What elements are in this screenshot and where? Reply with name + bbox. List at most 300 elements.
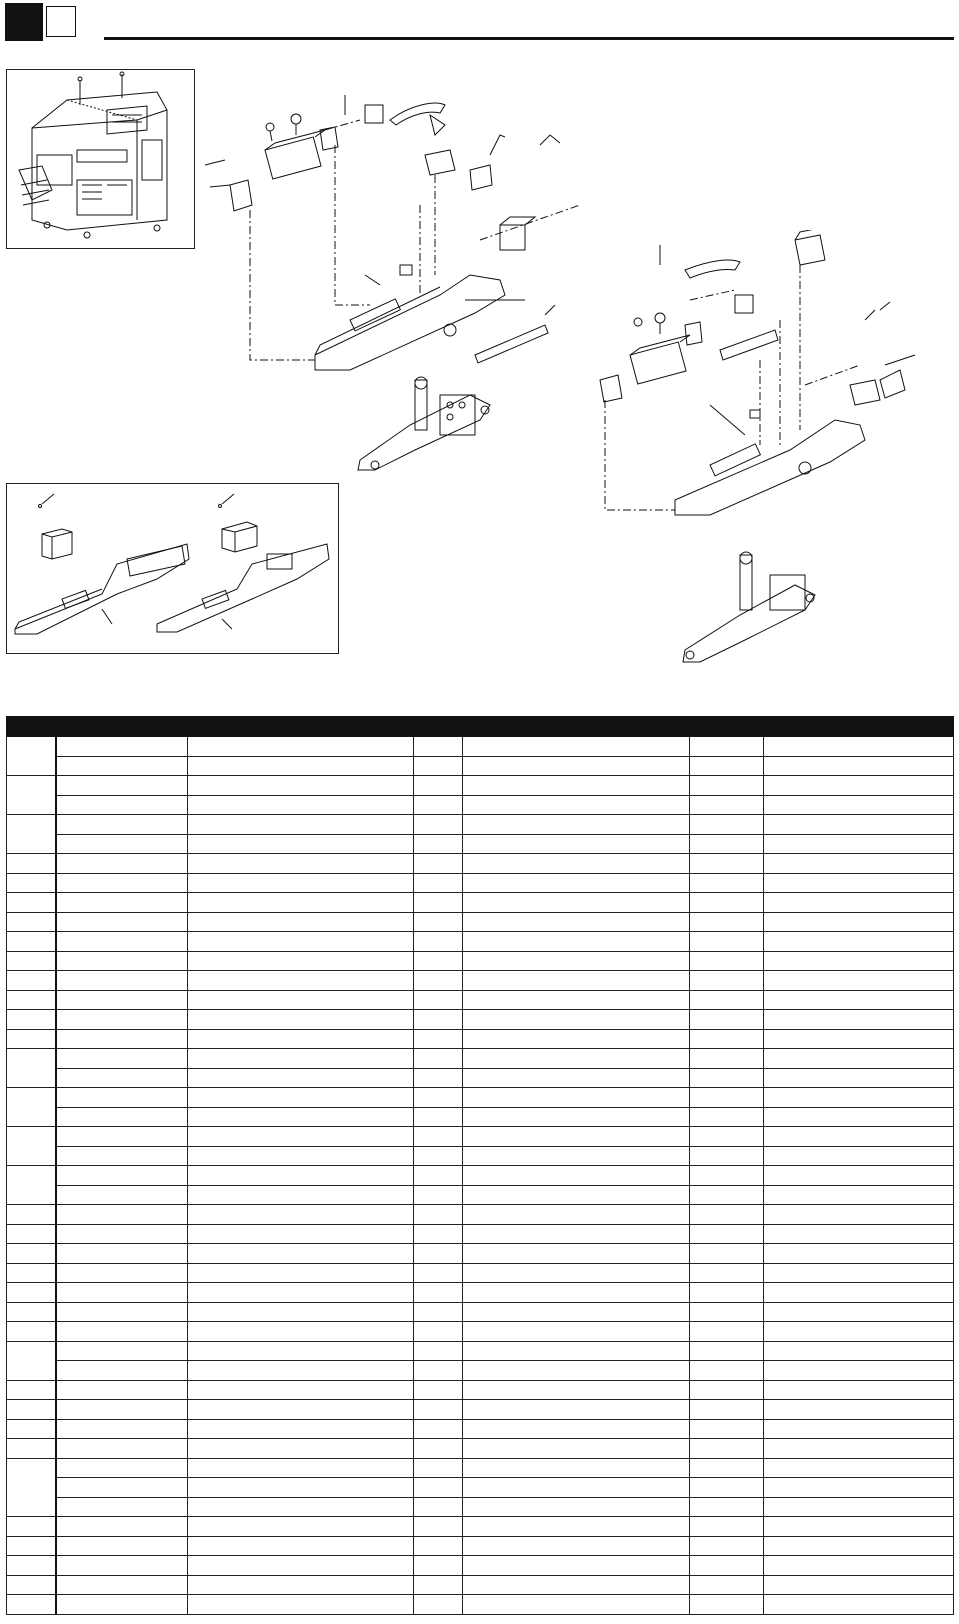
table-cell xyxy=(414,1361,462,1381)
table-cell xyxy=(56,1497,187,1517)
table-cell xyxy=(764,1595,954,1615)
table-cell xyxy=(764,1361,954,1381)
table-cell xyxy=(414,1146,462,1166)
table-cell xyxy=(414,1497,462,1517)
table-cell xyxy=(414,1536,462,1556)
table-row xyxy=(7,1536,954,1556)
table-cell xyxy=(764,1400,954,1420)
table-cell xyxy=(689,1205,763,1225)
table-cell xyxy=(689,1439,763,1459)
table-cell xyxy=(689,1595,763,1615)
table-cell xyxy=(187,1224,414,1244)
table-cell xyxy=(56,1536,187,1556)
table-cell xyxy=(56,815,187,835)
table-row xyxy=(7,1322,954,1342)
table-cell xyxy=(462,873,689,893)
table-cell xyxy=(56,893,187,913)
table-cell xyxy=(764,776,954,796)
table-cell xyxy=(56,1205,187,1225)
table-cell xyxy=(187,1166,414,1186)
table-cell xyxy=(462,1088,689,1108)
table-cell xyxy=(689,1400,763,1420)
table-cell xyxy=(56,951,187,971)
table-cell xyxy=(764,1068,954,1088)
row-index-cell xyxy=(7,1439,57,1459)
table-cell xyxy=(462,912,689,932)
table-cell xyxy=(689,1419,763,1439)
section-tab-black xyxy=(5,3,43,41)
table-cell xyxy=(56,1595,187,1615)
table-cell xyxy=(764,1458,954,1478)
table-cell xyxy=(689,776,763,796)
row-index-cell xyxy=(7,990,57,1010)
table-row xyxy=(7,756,954,776)
table-cell xyxy=(56,1224,187,1244)
table-cell xyxy=(689,1556,763,1576)
table-cell xyxy=(764,1341,954,1361)
table-row xyxy=(7,1400,954,1420)
table-cell xyxy=(462,1478,689,1498)
table-cell xyxy=(764,1146,954,1166)
table-cell xyxy=(462,1497,689,1517)
table-cell xyxy=(56,1283,187,1303)
table-cell xyxy=(689,756,763,776)
table-cell xyxy=(187,1419,414,1439)
table-cell xyxy=(689,1380,763,1400)
table-row xyxy=(7,1497,954,1517)
table-cell xyxy=(414,1166,462,1186)
table-cell xyxy=(187,1205,414,1225)
table-cell xyxy=(187,1536,414,1556)
row-index-cell xyxy=(7,1010,57,1030)
table-cell xyxy=(56,1419,187,1439)
table-cell xyxy=(187,1302,414,1322)
table-cell xyxy=(414,1244,462,1264)
table-cell xyxy=(764,932,954,952)
table-cell xyxy=(462,1263,689,1283)
table-cell xyxy=(414,834,462,854)
table-cell xyxy=(187,932,414,952)
table-cell xyxy=(689,1107,763,1127)
table-cell xyxy=(689,1185,763,1205)
table-cell xyxy=(414,1205,462,1225)
table-cell xyxy=(462,1283,689,1303)
table-row xyxy=(7,1458,954,1478)
row-index-cell xyxy=(7,932,57,952)
table-cell xyxy=(689,1478,763,1498)
col-notes-header xyxy=(764,717,954,737)
table-cell xyxy=(187,1049,414,1069)
table-cell xyxy=(462,1244,689,1264)
table-cell xyxy=(462,737,689,757)
table-cell xyxy=(56,776,187,796)
table-cell xyxy=(187,873,414,893)
row-index-cell xyxy=(7,776,57,815)
table-cell xyxy=(462,1458,689,1478)
table-cell xyxy=(414,951,462,971)
table-cell xyxy=(414,1458,462,1478)
table-cell xyxy=(764,1439,954,1459)
table-cell xyxy=(689,1224,763,1244)
table-cell xyxy=(414,1322,462,1342)
table-cell xyxy=(764,990,954,1010)
table-cell xyxy=(414,1127,462,1147)
table-cell xyxy=(56,1575,187,1595)
row-index-cell xyxy=(7,737,57,776)
table-cell xyxy=(462,1439,689,1459)
table-cell xyxy=(764,854,954,874)
table-row xyxy=(7,737,954,757)
row-index-cell xyxy=(7,1205,57,1225)
table-cell xyxy=(414,1400,462,1420)
table-cell xyxy=(689,1536,763,1556)
table-cell xyxy=(414,1575,462,1595)
table-cell xyxy=(764,1029,954,1049)
table-cell xyxy=(187,756,414,776)
table-cell xyxy=(764,1322,954,1342)
table-cell xyxy=(689,854,763,874)
table-row xyxy=(7,1205,954,1225)
table-row xyxy=(7,1127,954,1147)
table-row xyxy=(7,912,954,932)
table-cell xyxy=(689,1146,763,1166)
table-cell xyxy=(187,1127,414,1147)
table-cell xyxy=(462,1166,689,1186)
table-cell xyxy=(56,1458,187,1478)
table-cell xyxy=(689,795,763,815)
table-cell xyxy=(462,1302,689,1322)
table-row xyxy=(7,1166,954,1186)
table-cell xyxy=(187,1556,414,1576)
table-cell xyxy=(414,1283,462,1303)
table-cell xyxy=(187,1361,414,1381)
row-index-cell xyxy=(7,1224,57,1244)
table-cell xyxy=(187,1400,414,1420)
table-cell xyxy=(462,1205,689,1225)
table-cell xyxy=(56,1146,187,1166)
table-cell xyxy=(56,1517,187,1537)
table-cell xyxy=(187,795,414,815)
row-index-cell xyxy=(7,1517,57,1537)
table-cell xyxy=(462,1575,689,1595)
table-cell xyxy=(689,971,763,991)
table-cell xyxy=(462,1185,689,1205)
table-cell xyxy=(187,1185,414,1205)
table-cell xyxy=(462,932,689,952)
table-cell xyxy=(764,912,954,932)
table-cell xyxy=(689,1302,763,1322)
table-cell xyxy=(689,1166,763,1186)
row-index-cell xyxy=(7,951,57,971)
table-cell xyxy=(764,1107,954,1127)
table-cell xyxy=(414,776,462,796)
table-cell xyxy=(689,1010,763,1030)
row-index-cell xyxy=(7,1536,57,1556)
table-cell xyxy=(187,1517,414,1537)
table-cell xyxy=(689,834,763,854)
table-cell xyxy=(56,1263,187,1283)
table-cell xyxy=(764,1224,954,1244)
table-cell xyxy=(414,990,462,1010)
table-cell xyxy=(689,737,763,757)
table-cell xyxy=(414,795,462,815)
table-row xyxy=(7,834,954,854)
table-cell xyxy=(462,1322,689,1342)
table-cell xyxy=(56,1322,187,1342)
table-header-row xyxy=(7,717,954,737)
table-cell xyxy=(187,1595,414,1615)
table-cell xyxy=(462,893,689,913)
table-cell xyxy=(56,990,187,1010)
table-cell xyxy=(764,1088,954,1108)
table-cell xyxy=(187,1341,414,1361)
machine-overview-illustration xyxy=(6,69,195,249)
table-cell xyxy=(462,1010,689,1030)
exploded-view-left xyxy=(200,75,590,480)
table-cell xyxy=(462,756,689,776)
row-index-cell xyxy=(7,1419,57,1439)
frame-variants-inset xyxy=(6,483,339,654)
table-row xyxy=(7,1107,954,1127)
table-cell xyxy=(462,990,689,1010)
table-cell xyxy=(689,1244,763,1264)
table-cell xyxy=(187,776,414,796)
table-cell xyxy=(187,1478,414,1498)
table-cell xyxy=(414,1224,462,1244)
table-cell xyxy=(414,1341,462,1361)
row-index-cell xyxy=(7,815,57,854)
table-cell xyxy=(187,990,414,1010)
table-row xyxy=(7,1283,954,1303)
table-cell xyxy=(764,1263,954,1283)
table-cell xyxy=(56,1341,187,1361)
table-cell xyxy=(689,893,763,913)
table-cell xyxy=(56,834,187,854)
table-cell xyxy=(414,912,462,932)
table-cell xyxy=(414,1049,462,1069)
table-cell xyxy=(414,1010,462,1030)
table-row xyxy=(7,971,954,991)
table-cell xyxy=(689,1322,763,1342)
table-cell xyxy=(56,971,187,991)
table-cell xyxy=(764,1166,954,1186)
table-cell xyxy=(187,1322,414,1342)
table-cell xyxy=(414,1029,462,1049)
row-index-cell xyxy=(7,1400,57,1420)
table-row xyxy=(7,1556,954,1576)
table-row xyxy=(7,1439,954,1459)
table-cell xyxy=(689,1517,763,1537)
table-row xyxy=(7,1146,954,1166)
table-row xyxy=(7,990,954,1010)
table-cell xyxy=(462,951,689,971)
table-cell xyxy=(414,1419,462,1439)
col-code-header xyxy=(689,717,763,737)
table-row xyxy=(7,1185,954,1205)
table-cell xyxy=(764,1205,954,1225)
table-cell xyxy=(187,1029,414,1049)
table-cell xyxy=(187,854,414,874)
table-cell xyxy=(414,756,462,776)
table-cell xyxy=(414,737,462,757)
table-cell xyxy=(187,1010,414,1030)
table-cell xyxy=(764,873,954,893)
table-cell xyxy=(56,1166,187,1186)
table-row xyxy=(7,1575,954,1595)
table-row xyxy=(7,1302,954,1322)
table-row xyxy=(7,893,954,913)
table-cell xyxy=(462,776,689,796)
table-cell xyxy=(56,737,187,757)
table-cell xyxy=(764,1127,954,1147)
table-cell xyxy=(462,1049,689,1069)
table-cell xyxy=(56,1029,187,1049)
table-cell xyxy=(764,1536,954,1556)
table-cell xyxy=(414,815,462,835)
table-cell xyxy=(56,912,187,932)
table-cell xyxy=(764,756,954,776)
table-cell xyxy=(689,951,763,971)
table-cell xyxy=(56,1068,187,1088)
table-row xyxy=(7,1029,954,1049)
table-row xyxy=(7,1068,954,1088)
table-cell xyxy=(414,1185,462,1205)
table-cell xyxy=(414,1088,462,1108)
table-cell xyxy=(187,1380,414,1400)
table-cell xyxy=(689,990,763,1010)
section-tab-box xyxy=(46,6,76,37)
row-index-cell xyxy=(7,873,57,893)
row-index-cell xyxy=(7,1283,57,1303)
col-remarks-header xyxy=(462,717,689,737)
table-cell xyxy=(764,1575,954,1595)
row-index-cell xyxy=(7,854,57,874)
row-index-cell xyxy=(7,1556,57,1576)
table-cell xyxy=(187,737,414,757)
row-index-cell xyxy=(7,1263,57,1283)
table-cell xyxy=(187,815,414,835)
table-cell xyxy=(414,1517,462,1537)
table-cell xyxy=(764,1517,954,1537)
table-cell xyxy=(414,1107,462,1127)
table-row xyxy=(7,1341,954,1361)
table-cell xyxy=(764,971,954,991)
table-row xyxy=(7,1244,954,1264)
row-index-cell xyxy=(7,1166,57,1205)
table-cell xyxy=(764,1010,954,1030)
exploded-view-right xyxy=(560,230,955,690)
row-index-cell xyxy=(7,1127,57,1166)
table-cell xyxy=(689,1283,763,1303)
table-cell xyxy=(56,932,187,952)
table-cell xyxy=(689,1497,763,1517)
table-cell xyxy=(56,1049,187,1069)
table-cell xyxy=(56,1185,187,1205)
table-row xyxy=(7,1263,954,1283)
table-cell xyxy=(462,1029,689,1049)
table-cell xyxy=(414,1068,462,1088)
table-cell xyxy=(764,1049,954,1069)
table-cell xyxy=(689,1361,763,1381)
table-cell xyxy=(764,1244,954,1264)
table-cell xyxy=(689,1029,763,1049)
table-cell xyxy=(462,1517,689,1537)
row-index-cell xyxy=(7,1302,57,1322)
table-cell xyxy=(187,1575,414,1595)
table-cell xyxy=(689,873,763,893)
table-cell xyxy=(187,912,414,932)
table-cell xyxy=(56,1361,187,1381)
table-cell xyxy=(187,1263,414,1283)
table-cell xyxy=(462,1341,689,1361)
table-row xyxy=(7,1380,954,1400)
table-cell xyxy=(187,893,414,913)
table-row xyxy=(7,854,954,874)
table-cell xyxy=(462,1556,689,1576)
table-cell xyxy=(414,1439,462,1459)
table-cell xyxy=(764,893,954,913)
table-row xyxy=(7,1478,954,1498)
row-index-cell xyxy=(7,971,57,991)
table-cell xyxy=(462,971,689,991)
parts-list-table xyxy=(6,716,954,1615)
table-cell xyxy=(462,1595,689,1615)
row-index-cell xyxy=(7,1458,57,1517)
table-cell xyxy=(187,1458,414,1478)
row-index-cell xyxy=(7,1029,57,1049)
table-cell xyxy=(462,815,689,835)
table-cell xyxy=(764,1556,954,1576)
table-row xyxy=(7,1595,954,1615)
table-cell xyxy=(414,1380,462,1400)
table-cell xyxy=(56,1380,187,1400)
row-index-cell xyxy=(7,1595,57,1615)
table-cell xyxy=(414,932,462,952)
table-cell xyxy=(414,893,462,913)
table-cell xyxy=(764,834,954,854)
table-cell xyxy=(414,971,462,991)
row-index-cell xyxy=(7,1049,57,1088)
table-cell xyxy=(187,1283,414,1303)
row-index-cell xyxy=(7,893,57,913)
table-cell xyxy=(414,1556,462,1576)
parts-table-body xyxy=(7,737,954,1615)
table-cell xyxy=(187,1068,414,1088)
row-index-cell xyxy=(7,1244,57,1264)
table-cell xyxy=(187,971,414,991)
table-cell xyxy=(56,1088,187,1108)
table-cell xyxy=(462,1400,689,1420)
table-cell xyxy=(689,1458,763,1478)
table-cell xyxy=(187,834,414,854)
table-row xyxy=(7,815,954,835)
table-cell xyxy=(462,834,689,854)
table-cell xyxy=(414,873,462,893)
table-cell xyxy=(764,1283,954,1303)
table-cell xyxy=(56,1439,187,1459)
table-cell xyxy=(462,1127,689,1147)
table-row xyxy=(7,873,954,893)
table-cell xyxy=(764,815,954,835)
row-index-cell xyxy=(7,912,57,932)
table-row xyxy=(7,932,954,952)
col-description-header xyxy=(187,717,414,737)
table-cell xyxy=(764,1302,954,1322)
table-cell xyxy=(462,795,689,815)
table-cell xyxy=(187,1497,414,1517)
table-cell xyxy=(462,1380,689,1400)
table-cell xyxy=(414,1595,462,1615)
